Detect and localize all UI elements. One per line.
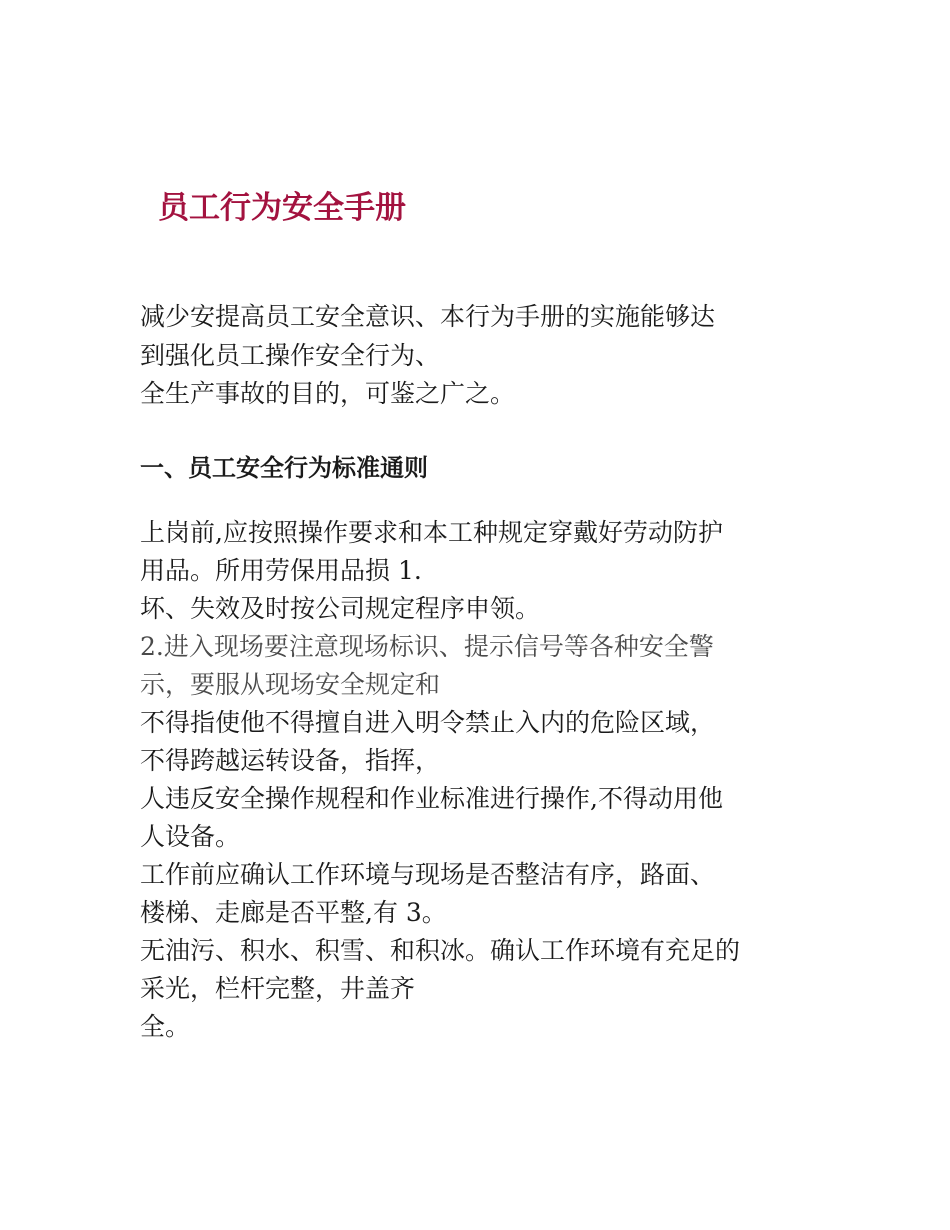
body-line-11: 楼梯、走廊是否平整,有 3。 <box>140 898 447 927</box>
body-line-7: 不得跨越运转设备，指挥， <box>140 746 441 775</box>
body-line-4: 2.进入现场要注意现场标识、提示信号等各种安全警 <box>140 632 714 661</box>
body-line-5: 示，要服从现场安全规定和 <box>140 670 441 699</box>
body-line-1: 上岗前,应按照操作要求和本工种规定穿戴好劳动防护 <box>140 518 723 547</box>
section-heading: 一、员工安全行为标准通则 <box>140 454 428 482</box>
body-line-2: 用品。所用劳保用品损 1. <box>140 556 422 585</box>
intro-line-1: 减少安提高员工安全意识、本行为手册的实施能够达 <box>140 302 716 331</box>
body-line-14: 全。 <box>140 1012 191 1041</box>
intro-line-2: 到强化员工操作安全行为、 <box>140 341 441 370</box>
body-line-3: 坏、失效及时按公司规定程序申领。 <box>140 594 541 623</box>
body-line-8: 人违反安全操作规程和作业标准进行操作,不得动用他 <box>140 784 723 813</box>
intro-line-3: 全生产事故的目的，可鉴之广之。 <box>140 379 516 408</box>
body-line-13: 采光，栏杆完整，井盖齐 <box>140 974 416 1003</box>
body-line-10: 工作前应确认工作环境与现场是否整洁有序，路面、 <box>140 860 716 889</box>
body-line-9: 人设备。 <box>140 822 241 851</box>
document-title: 员工行为安全手册 <box>158 190 406 226</box>
body-line-12: 无油污、积水、积雪、和积冰。确认工作环境有充足的 <box>140 936 741 965</box>
body-line-6: 不得指使他不得擅自进入明令禁止入内的危险区域， <box>140 708 716 737</box>
